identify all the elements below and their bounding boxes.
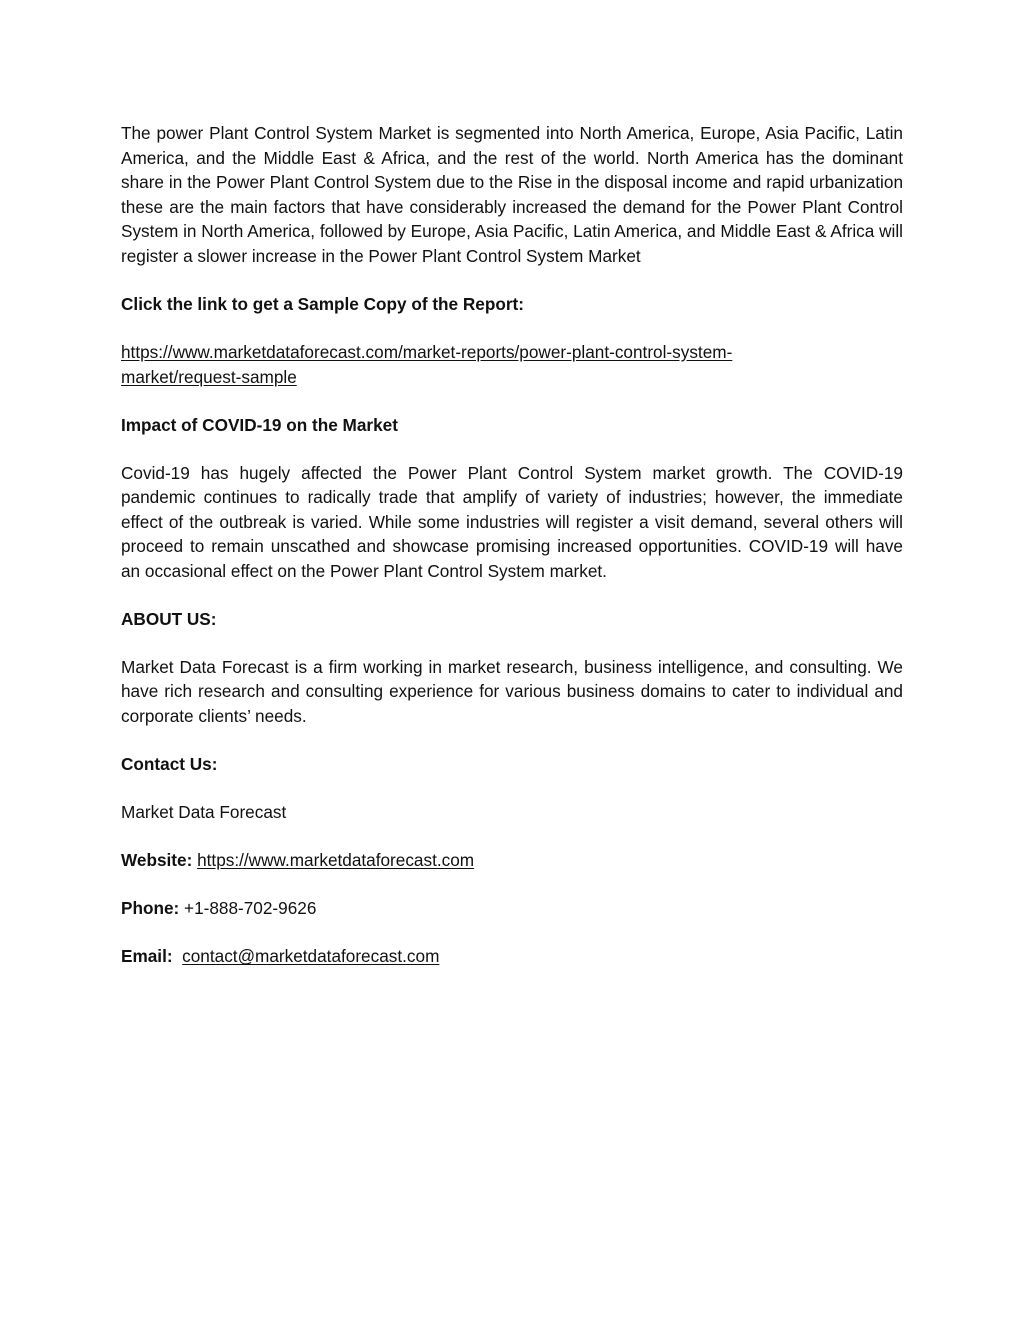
sample-report-link[interactable] bbox=[121, 342, 732, 387]
sample-link-line-2: market/request-sample bbox=[121, 366, 297, 387]
about-paragraph: Market Data Forecast is a firm working in market research, business intelligence, and consulting. We have rich research and consulting experience for various business domains to cater to individual and corporate clients’ needs. bbox=[121, 656, 903, 727]
website-link[interactable]: https://www.marketdataforecast.com bbox=[197, 849, 475, 870]
website-label: Website: bbox=[121, 849, 193, 870]
phone-label: Phone: bbox=[121, 897, 180, 918]
contact-company: Market Data Forecast bbox=[121, 802, 287, 822]
sample-link-paragraph bbox=[121, 340, 903, 389]
website-line bbox=[121, 848, 903, 873]
document-page bbox=[121, 121, 903, 992]
regional-paragraph: The power Plant Control System Market is segmented into North America, Europe, Asia Pacific, Latin America, and the Middle East & Africa, and the rest of the world. North America has the dominant share in the Power Plant Control System due to the Rise in the disposal income and rapid urbanization these are the main factors that have considerably increased the demand for the Power Plant Control System in North America, followed by Europe, Asia Pacific, Latin America, and Middle East & Africa will register a slower increase in the Power Plant Control System Market bbox=[121, 123, 903, 266]
covid-heading: Impact of COVID-19 on the Market bbox=[121, 414, 398, 435]
about-heading: ABOUT US: bbox=[121, 608, 217, 629]
sample-heading: Click the link to get a Sample Copy of the Report: bbox=[121, 293, 524, 314]
covid-paragraph: Covid-19 has hugely affected the Power Plant Control System market growth. The COVID-19 pandemic continues to radically trade that amplify of variety of industries; however, the immediate effect of the outbreak is varied. While some industries will register a visit demand, several others will proceed to remain unscathed and showcase promising increased opportunities. COVID-19 will have an occasional effect on the Power Plant Control System market. bbox=[121, 462, 903, 581]
email-link[interactable]: contact@marketdataforecast.com bbox=[182, 945, 440, 966]
sample-link-line-1: https://www.marketdataforecast.com/market-reports/power-plant-control-system- bbox=[121, 341, 733, 362]
phone-line bbox=[121, 896, 903, 921]
contact-heading: Contact Us: bbox=[121, 754, 218, 775]
email-label: Email: bbox=[121, 945, 173, 966]
phone-number: +1-888-702-9626 bbox=[184, 897, 317, 918]
email-line bbox=[121, 944, 903, 969]
